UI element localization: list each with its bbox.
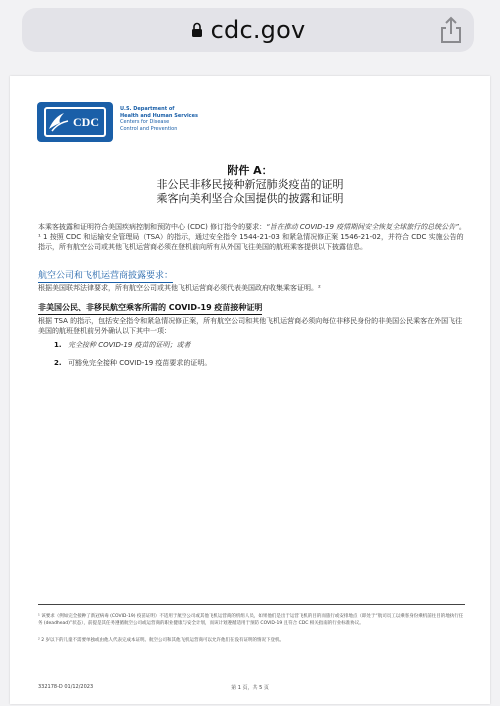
section-vaccination-text: 根据 TSA 的指示，包括安全指令和紧急情况修正案，所有航空公司和其他飞机运营商必须向每位非移民身份的非美国公民乘客在外国飞往美国的航班登机前另外确认以下其中一项： xyxy=(38,317,463,335)
share-icon[interactable] xyxy=(438,16,464,44)
intro-paragraph xyxy=(38,222,466,252)
intro-emphasis[interactable]: “旨在推动 COVID-19 疫情期间安全恢复全球旅行的总统公告” xyxy=(266,223,459,231)
page-number: 第 1 页，共 5 页 xyxy=(231,685,269,691)
section-heading-disclosure: 航空公司和飞机运营商披露要求： xyxy=(38,268,173,283)
list-number: 2. xyxy=(54,359,62,367)
list-text: 完全接种 COVID-19 疫苗的证明；或者 xyxy=(68,341,191,349)
list-item xyxy=(54,358,211,368)
agency-line-3: Centers for Disease xyxy=(120,119,170,125)
agency-name xyxy=(120,106,198,132)
address-bar-content xyxy=(22,8,474,52)
address-bar[interactable] xyxy=(22,8,474,52)
document-title-line-3: 乘客向美利坚合众国提供的披露和证明 xyxy=(156,192,344,205)
agency-line-1: U.S. Department of xyxy=(120,106,175,112)
document-title-line-1: 附件 A： xyxy=(227,164,273,177)
list-number: 1. xyxy=(54,341,62,349)
url-text: cdc.gov xyxy=(210,16,306,44)
lock-icon xyxy=(191,22,203,38)
footnote-2: ² 2 岁以下的儿童不需要单独或由他人代表完成本证明。航空公司和其他飞机运营商可以允许他们在没有证明的情况下登机。 xyxy=(38,638,285,643)
document-code: 332178-D 01/12/2023 xyxy=(38,684,94,690)
browser-toolbar xyxy=(0,0,500,62)
intro-text-b: 。¹ 1 按照 CDC 和运输安全管理局（TSA）的指示，通过安全指令 1544-21-03 和紧急情况修正案 1546-21-02，并符合 CDC 实施公告的指示，所有航空公司或其他飞机运营商必须在登机前向所有从外国飞往美国的航班乘客提供以下披露信息。 xyxy=(38,223,466,251)
footnote-1: ¹ 该要求（例如完全接种了新冠病毒 (COVID-19) 疫苗证明）不适用于航空公司或其他飞机运营商的机组人员，如果他们是出于运营飞机的目的而旅行或安排地点（即处于“航司员工以乘客身份乘机前往目的地执行任务 (deadhead)”状态），前提是其任务遵循航空公司或运营商的职业健康与安全计划，而该计划遵循适用于预防 COVID-19 且符合 CDC 相关指南的行业标准协议。 xyxy=(38,614,464,626)
agency-line-2: Health and Human Services xyxy=(120,112,198,119)
section-heading-vaccination-proof: 非美国公民、非移民航空乘客所需的 COVID-19 疫苗接种证明 xyxy=(38,302,262,315)
section-disclosure-text: 根据美国联邦法律要求，所有航空公司或其他飞机运营商必须代表美国政府收集乘客证明。² xyxy=(38,284,321,292)
list-item xyxy=(54,340,191,350)
document-page xyxy=(10,76,490,704)
list-text: 可豁免完全接种 COVID-19 疫苗要求的证明。 xyxy=(68,359,212,367)
footnote-divider xyxy=(38,604,465,605)
agency-line-4: Control and Prevention xyxy=(120,125,178,132)
intro-text-a: 本乘客披露和证明符合美国疾病控制和预防中心 (CDC) 修订指令的要求： xyxy=(38,223,267,231)
document-title-line-2: 非公民非移民接种新冠肺炎疫苗的证明 xyxy=(156,178,344,191)
hhs-eagle-icon xyxy=(46,109,72,135)
cdc-logo-text: CDC xyxy=(44,107,106,137)
